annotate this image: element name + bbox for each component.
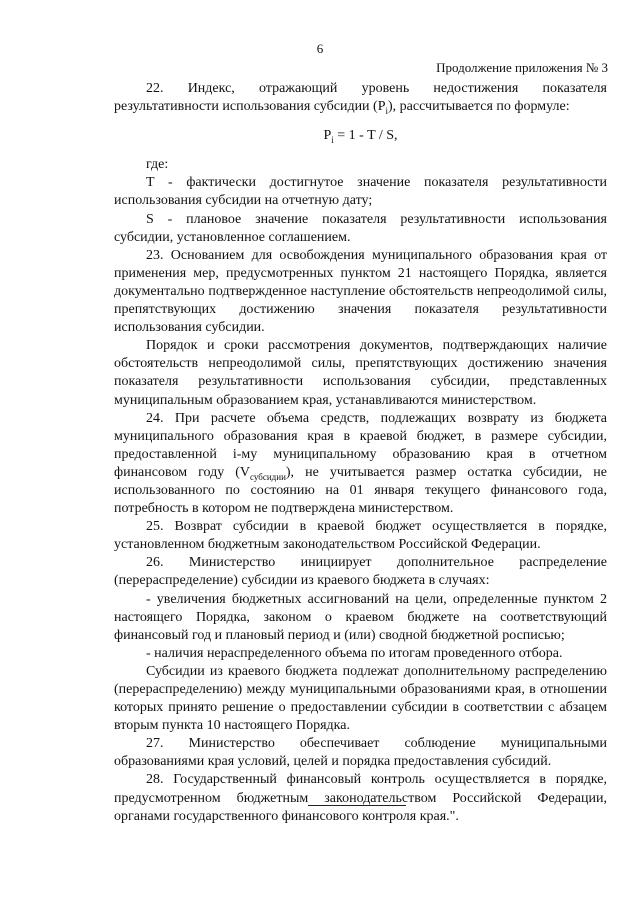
definition-t: T - фактически достигнутое значение показателя результативности использования субсидии на отчетную дату; <box>114 175 607 209</box>
paragraph-26-case-a: - увеличения бюджетных ассигнований на цели, определенные пунктом 2 настоящего Порядка, законом о краевом бюджете на соответствующий финансовый год и плановый период и (или) сводной бюджетной росписью; <box>114 591 607 643</box>
paragraph-22 <box>114 80 607 116</box>
formula-rest: = 1 - T / S, <box>333 128 398 144</box>
end-divider <box>308 805 406 806</box>
paragraph-23: 23. Основанием для освобождения муниципального образования края от применения мер, предусмотренных пунктом 21 настоящего Порядка, является документально подтвержденное наступление обстоятельств непреодолимой силы, препятствующих достижению значения показателя результативности использования субсидии. <box>114 247 607 336</box>
paragraph-27: 27. Министерство обеспечивает соблюдение муниципальными образованиями края условий, целей и порядка предоставления субсидий. <box>114 736 607 770</box>
document-body <box>114 80 607 826</box>
formula-subscript: i <box>331 134 334 145</box>
formula-p: P <box>323 128 332 144</box>
formula <box>114 127 607 145</box>
paragraph-22-subscript: i <box>385 105 389 116</box>
paragraph-26: 26. Министерство инициирует дополнительное распределение (перераспределение) субсидии из краевого бюджета в случаях: <box>114 555 607 589</box>
page-number: 6 <box>316 41 324 56</box>
paragraph-25: 25. Возврат субсидии в краевой бюджет осуществляется в порядке, установленном бюджетным законодательством Российской Федерации. <box>114 519 607 553</box>
paragraph-22-end: ), рассчитывается по формуле: <box>388 99 570 115</box>
paragraph-24 <box>114 410 607 519</box>
paragraph-23-procedure: Порядок и сроки рассмотрения документов, подтверждающих наличие обстоятельств непреодолимой силы, препятствующих достижению значения показателя результативности использования субсидии, представленных муниципальным образованием края, устанавливаются министерством. <box>114 338 607 408</box>
where-label: где: <box>146 157 169 173</box>
paragraph-22-text: 22. Индекс, отражающий уровень недостижения показателя результативности использования субсидии (P <box>114 81 607 115</box>
paragraph-24-subscript: субсидии <box>250 471 286 482</box>
paragraph-28: 28. Государственный финансовый контроль осуществляется в порядке, предусмотренном бюджетным законодательством Российской Федерации, органами государственного финансового контроля края.". <box>114 772 607 824</box>
paragraph-26-case-b: - наличия нераспределенного объема по итогам проведенного отбора. <box>146 645 563 661</box>
paragraph-24-text: 24. При расчете объема средств, подлежащих возврату из бюджета муниципального образования края в краевой бюджет, в размере субсидии, предоставленной i-му муниципальному образованию края в отчетном финансовом году (V <box>114 410 607 480</box>
continuation-label: Продолжение приложения № 3 <box>436 60 608 75</box>
paragraph-24-end: ), не учитывается размер остатка субсидии, не использованного по состоянию на 01 января текущего финансового года, потребность в котором не подтверждена министерством. <box>114 464 608 517</box>
definition-s: S - плановое значение показателя результативности использования субсидии, установленное соглашением. <box>114 211 607 245</box>
paragraph-26-redistribution: Субсидии из краевого бюджета подлежат дополнительному распределению (перераспределению) между муниципальными образованиями края, в отношении которых принято решение о предоставлении субсидии в соответствии с абзацем вторым пункта 10 настоящего Порядка. <box>114 663 607 734</box>
